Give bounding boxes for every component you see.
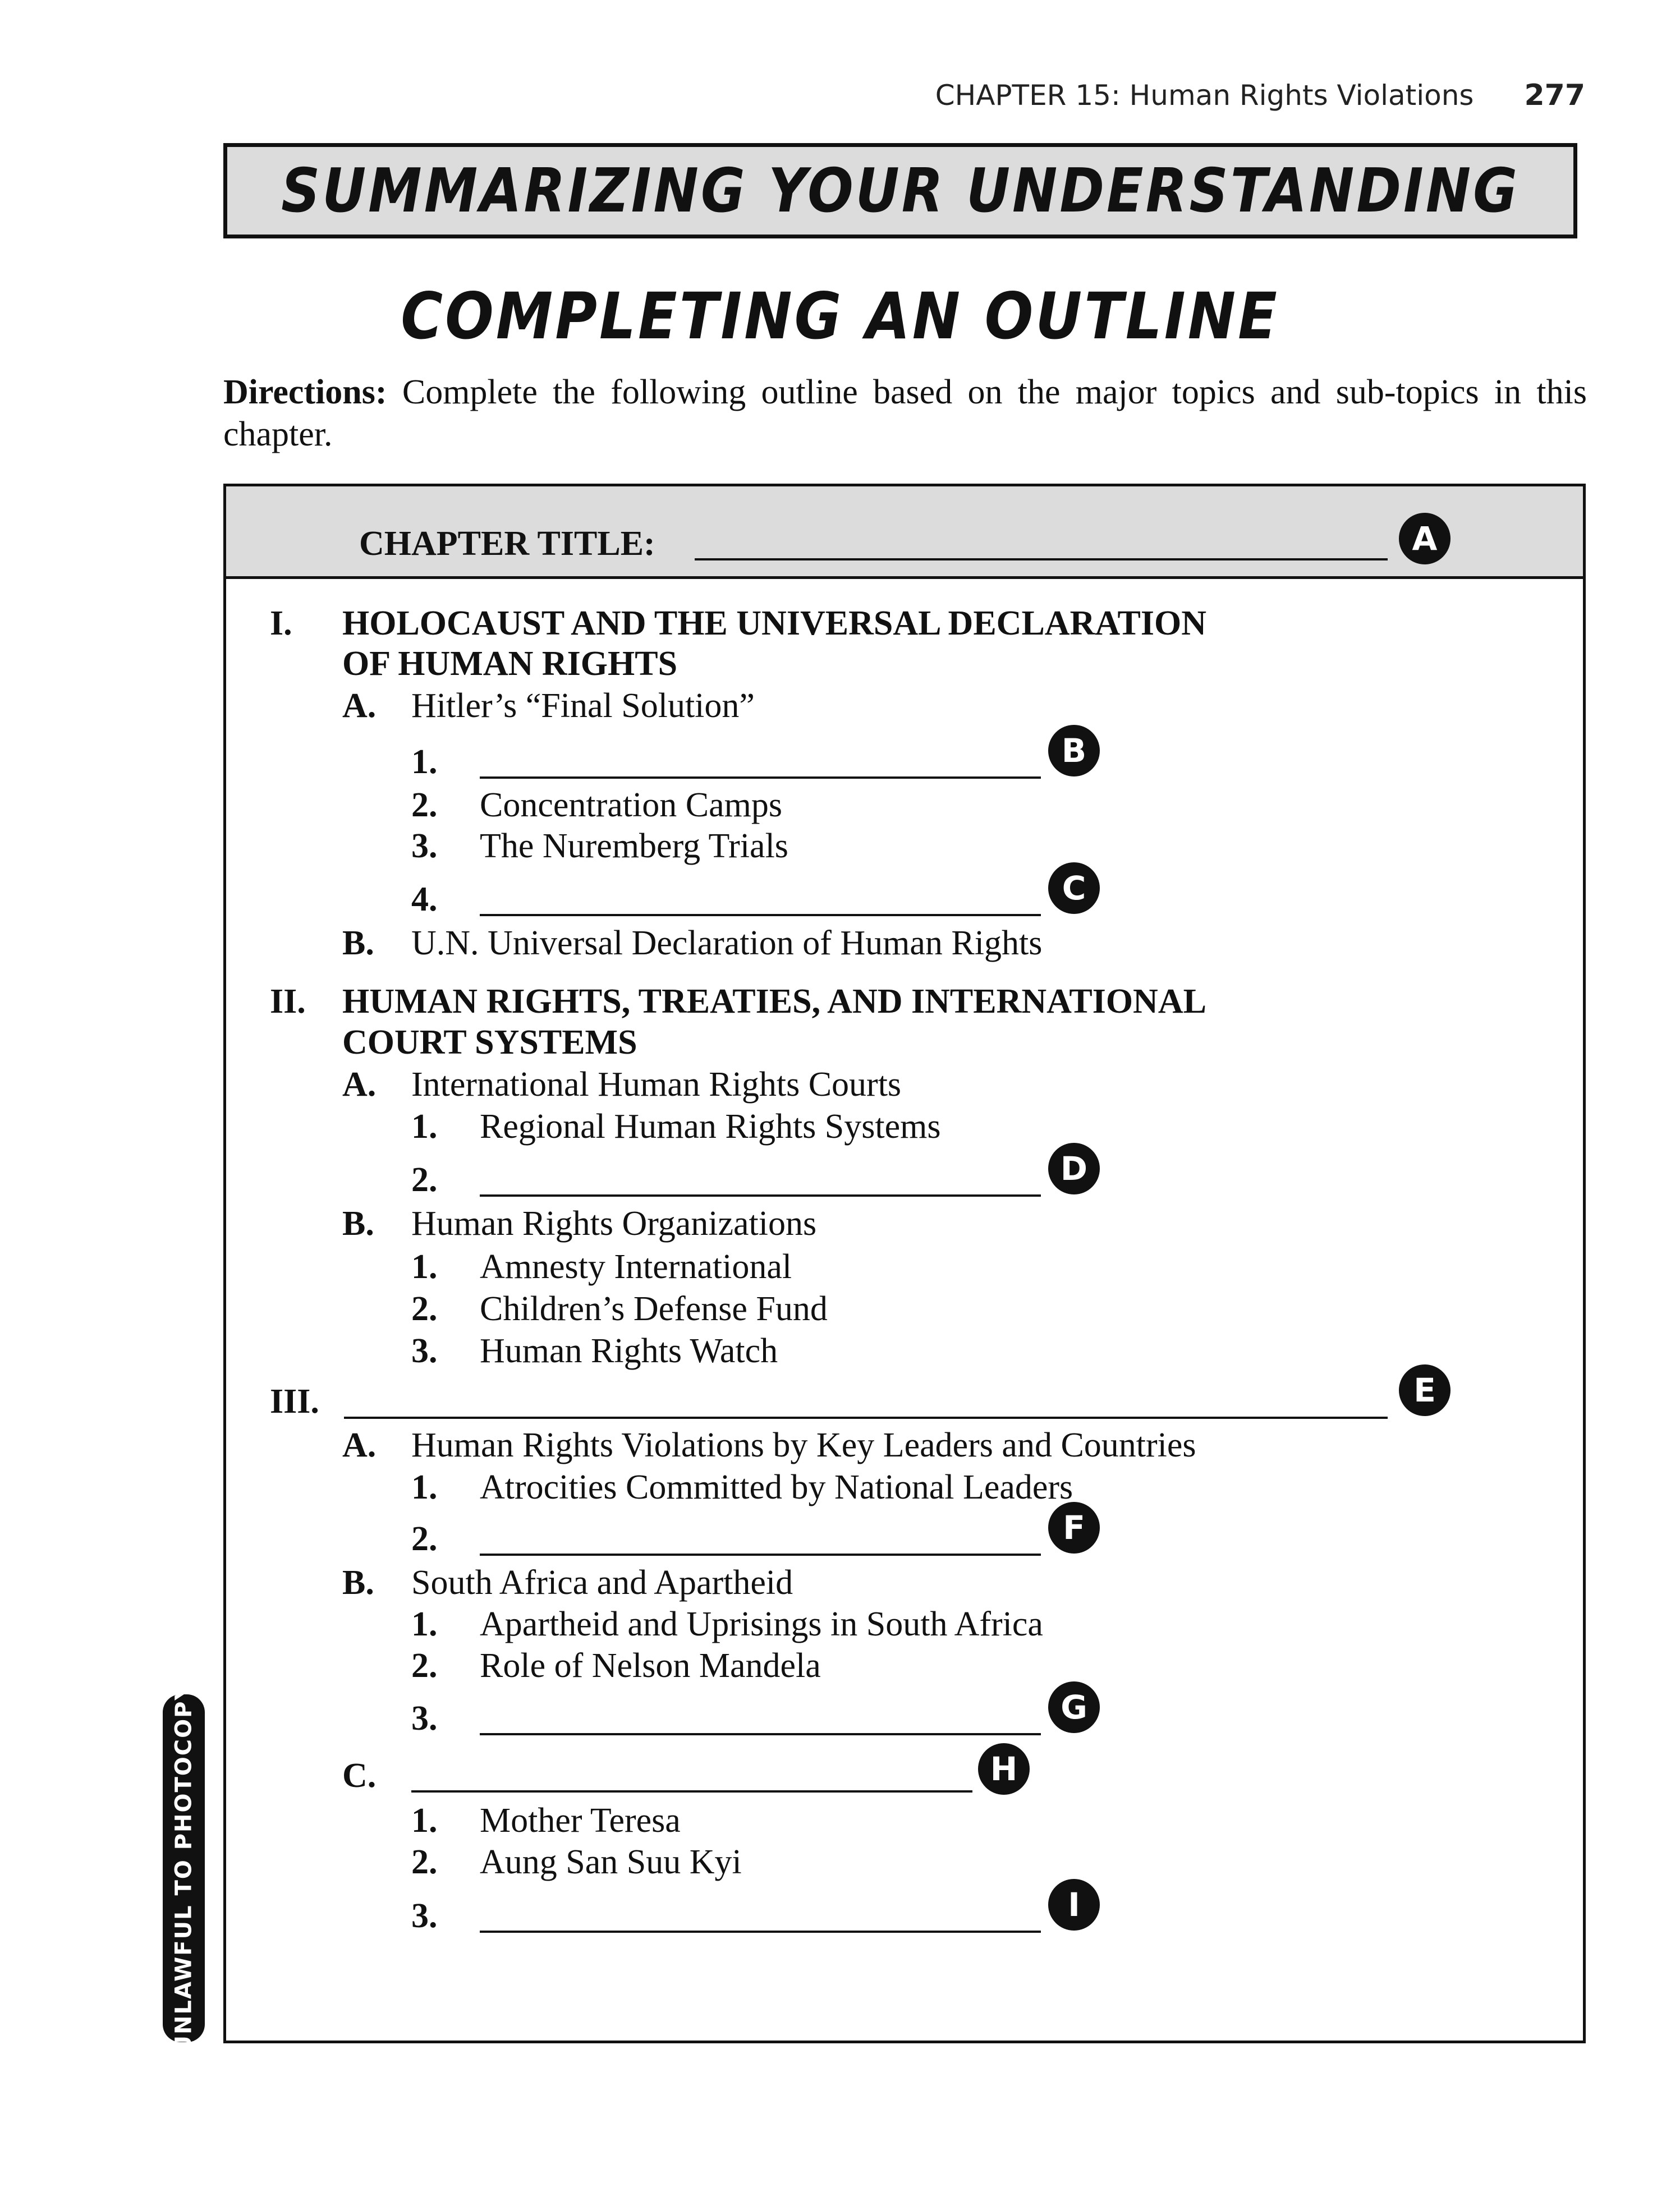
s3-c2-text: Aung San Suu Kyi [480,1843,742,1881]
section-banner [223,143,1577,238]
badge-c: C [1048,862,1100,914]
s1-a2-number: 2. [411,786,438,824]
s1-a2-text: Concentration Camps [480,786,782,824]
s2-b3-text: Human Rights Watch [480,1332,778,1370]
directions-label: Directions: [223,373,387,411]
badge-g: G [1048,1681,1100,1733]
s2-b3-number: 3. [411,1332,438,1370]
s2-b1-text: Amnesty International [480,1248,792,1286]
directions-text: Complete the following outline based on the major topics and sub-topics in this chapter. [223,373,1587,453]
directions [223,371,1587,456]
chapter-title-blank[interactable] [695,558,1388,560]
section-ii-number: II. [270,982,306,1021]
s2-a1-number: 1. [411,1108,438,1146]
badge-h: H [978,1743,1030,1795]
section-iii-number: III. [270,1382,319,1421]
section-i-title-line1: HOLOCAUST AND THE UNIVERSAL DECLARATION [342,604,1207,642]
s3-b3-number: 3. [411,1699,438,1738]
chapter-title-label: CHAPTER TITLE: [359,525,655,563]
s2-a1-text: Regional Human Rights Systems [480,1108,941,1146]
s3-b3-blank[interactable] [480,1733,1041,1735]
badge-b: B [1048,725,1100,776]
s2-b2-number: 2. [411,1290,438,1328]
s3-a-number: A. [342,1426,377,1464]
s2-a-text: International Human Rights Courts [411,1065,902,1104]
s3-c3-blank[interactable] [480,1931,1041,1933]
s3-c1-number: 1. [411,1802,438,1840]
s3-b2-text: Role of Nelson Mandela [480,1647,821,1685]
s2-b-number: B. [342,1205,374,1243]
s2-b1-number: 1. [411,1248,438,1286]
s1-b-text: U.N. Universal Declaration of Human Rights [411,924,1043,962]
s2-a2-blank[interactable] [480,1194,1041,1197]
s1-a4-blank[interactable] [480,914,1041,916]
outline-box [223,484,1586,2043]
s2-a-number: A. [342,1065,377,1104]
s3-a2-blank[interactable] [480,1554,1041,1556]
s2-a2-number: 2. [411,1161,438,1199]
section-i-number: I. [270,604,292,642]
s1-b-number: B. [342,924,374,962]
s3-a2-number: 2. [411,1520,438,1558]
s2-b2-text: Children’s Defense Fund [480,1290,828,1328]
s2-b-text: Human Rights Organizations [411,1205,817,1243]
section-ii-title-line2: COURT SYSTEMS [342,1023,637,1061]
s3-c1-text: Mother Teresa [480,1802,681,1840]
photocopy-notice-text: UNLAWFUL TO PHOTOCOPY [171,1683,197,2054]
s1-a4-number: 4. [411,880,438,918]
s1-a1-number: 1. [411,743,438,781]
s1-a-text: Hitler’s “Final Solution” [411,687,755,725]
s3-b1-text: Apartheid and Uprisings in South Africa [480,1605,1043,1643]
badge-i: I [1048,1879,1100,1931]
page-subtitle: COMPLETING AN OUTLINE [401,279,1279,355]
s3-b1-number: 1. [411,1605,438,1643]
s1-a1-blank[interactable] [480,776,1041,779]
s3-b-number: B. [342,1564,374,1602]
badge-d: D [1048,1143,1100,1194]
s3-b2-number: 2. [411,1647,438,1685]
s3-b-text: South Africa and Apartheid [411,1564,793,1602]
s1-a3-text: The Nuremberg Trials [480,827,788,865]
s3-a1-number: 1. [411,1468,438,1506]
section-iii-title-blank[interactable] [344,1417,1388,1419]
photocopy-notice-tab [163,1683,205,2054]
s3-c-number: C. [342,1757,377,1795]
s3-c2-number: 2. [411,1843,438,1881]
chapter-label: CHAPTER 15: Human Rights Violations [935,79,1474,112]
running-head [898,79,1585,118]
page-number: 277 [1524,79,1585,112]
s1-a-number: A. [342,687,377,725]
badge-a: A [1399,513,1451,564]
s1-a3-number: 3. [411,827,438,865]
section-ii-title-line1: HUMAN RIGHTS, TREATIES, AND INTERNATIONAL [342,982,1206,1021]
s3-c-blank[interactable] [411,1790,972,1793]
section-i-title-line2: OF HUMAN RIGHTS [342,645,678,683]
s3-a-text: Human Rights Violations by Key Leaders and Countries [411,1426,1196,1464]
s3-a1-text: Atrocities Committed by National Leaders [480,1468,1073,1506]
badge-f: F [1048,1502,1100,1554]
chapter-title-row [226,486,1583,579]
badge-e: E [1399,1364,1451,1416]
s3-c3-number: 3. [411,1897,438,1935]
banner-title: SUMMARIZING YOUR UNDERSTANDING [281,155,1520,226]
